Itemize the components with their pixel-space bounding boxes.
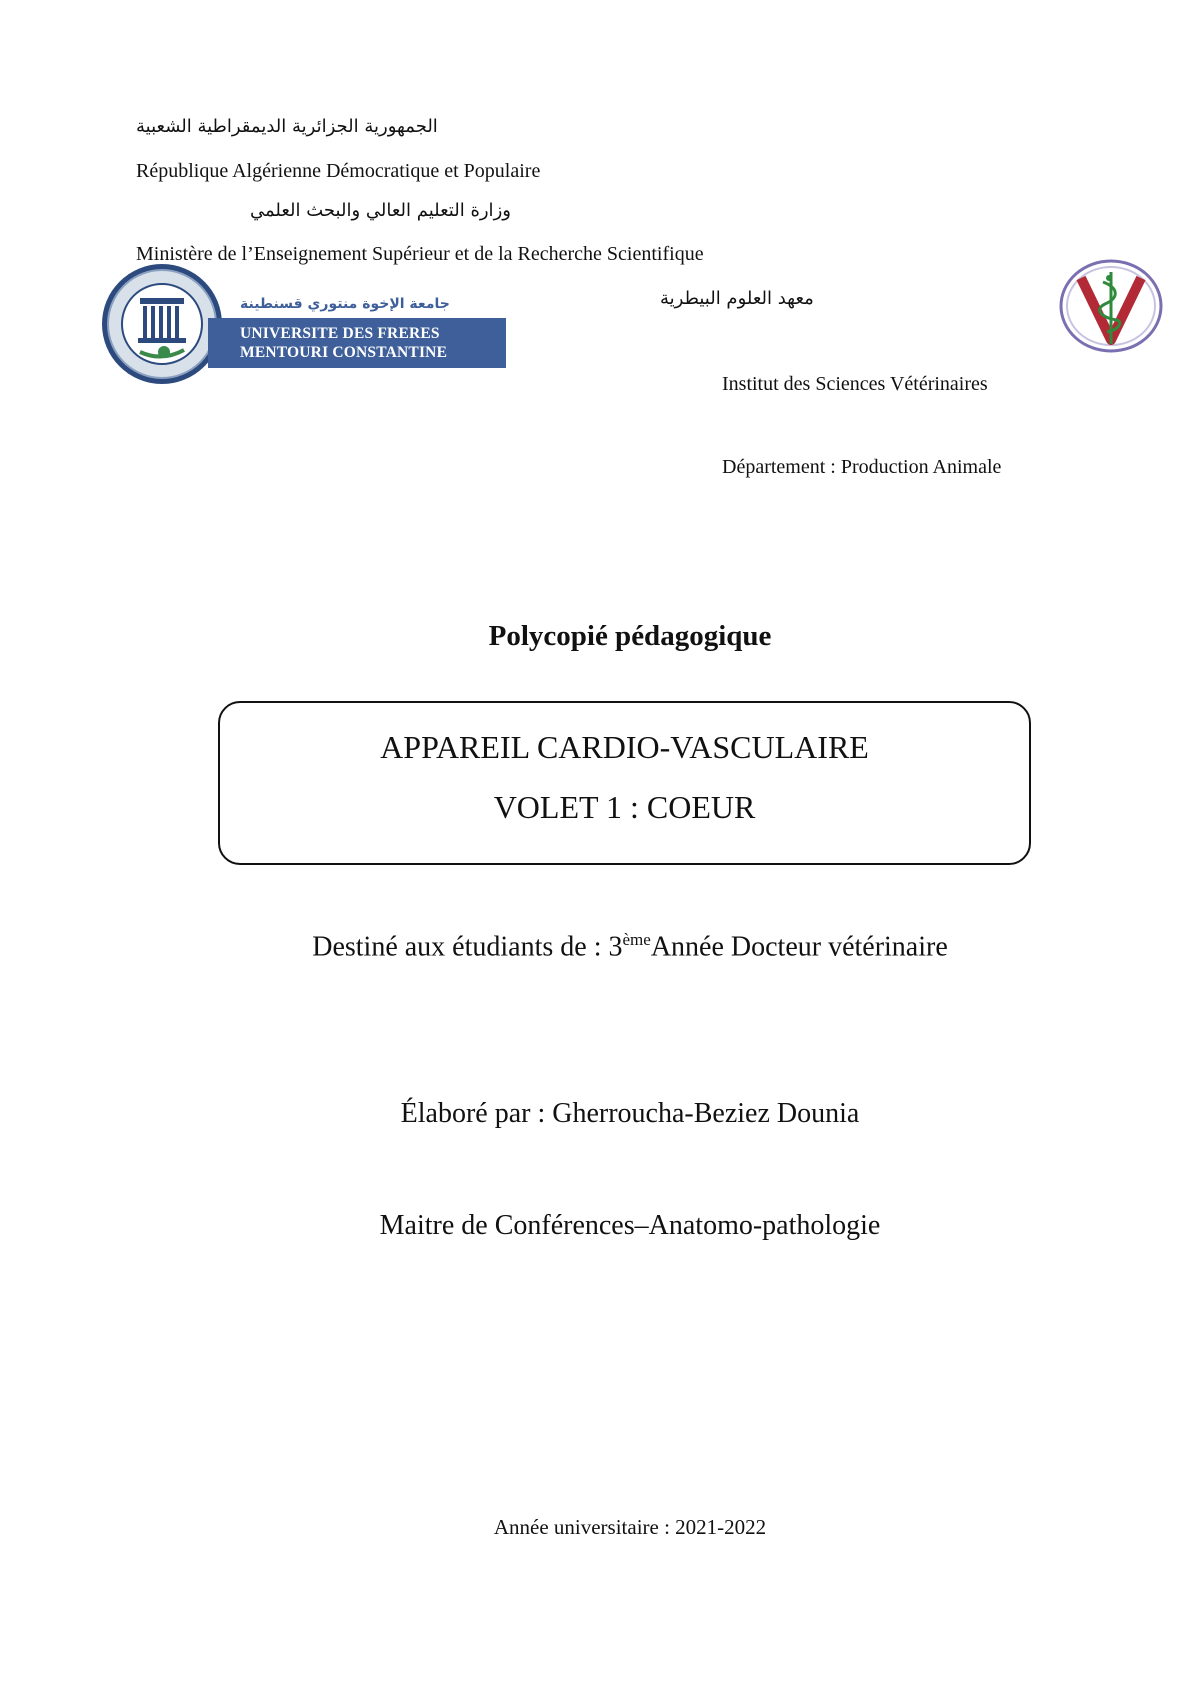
subject-title: APPAREIL CARDIO-VASCULAIRE xyxy=(380,729,869,765)
arabic-institute: معهد العلوم البيطرية xyxy=(660,288,814,309)
audience-suffix: Année Docteur vétérinaire xyxy=(650,931,948,963)
subject-volume: VOLET 1 : COEUR xyxy=(493,789,756,825)
ministry-line: Ministère de l’Enseignement Supérieur et de la Recherche Scientifique xyxy=(136,243,704,265)
subject-box xyxy=(218,701,1031,865)
university-logo xyxy=(100,262,510,384)
author-role: Maitre de Conférences–Anatomo-pathologie xyxy=(379,1210,881,1241)
institute-line: Institut des Sciences Vétérinaires xyxy=(722,373,988,395)
republic-line: République Algérienne Démocratique et Populaire xyxy=(136,160,541,182)
university-name-line1: UNIVERSITE DES FRERES xyxy=(240,325,440,342)
arabic-ministry: وزارة التعليم العالي والبحث العلمي xyxy=(250,200,511,221)
university-name-band xyxy=(208,318,506,368)
audience-line xyxy=(0,930,1200,963)
audience-prefix: Destiné aux étudiants de : 3 xyxy=(312,931,623,963)
university-name-line2: MENTOURI CONSTANTINE xyxy=(240,344,448,361)
document-type-title: Polycopié pédagogique xyxy=(488,620,772,652)
author-line: Élaboré par : Gherroucha-Beziez Dounia xyxy=(400,1098,860,1129)
academic-year: Année universitaire : 2021-2022 xyxy=(493,1515,767,1539)
university-seal-icon xyxy=(100,262,224,386)
arabic-republic: الجمهورية الجزائرية الديمقراطية الشعبية xyxy=(136,116,438,137)
vet-institute-logo xyxy=(1057,258,1165,354)
department-line: Département : Production Animale xyxy=(722,456,1002,478)
university-arabic-name: جامعة الإخوة منتوري قسنطينة xyxy=(240,296,450,312)
audience-superscript: ème xyxy=(622,930,651,949)
